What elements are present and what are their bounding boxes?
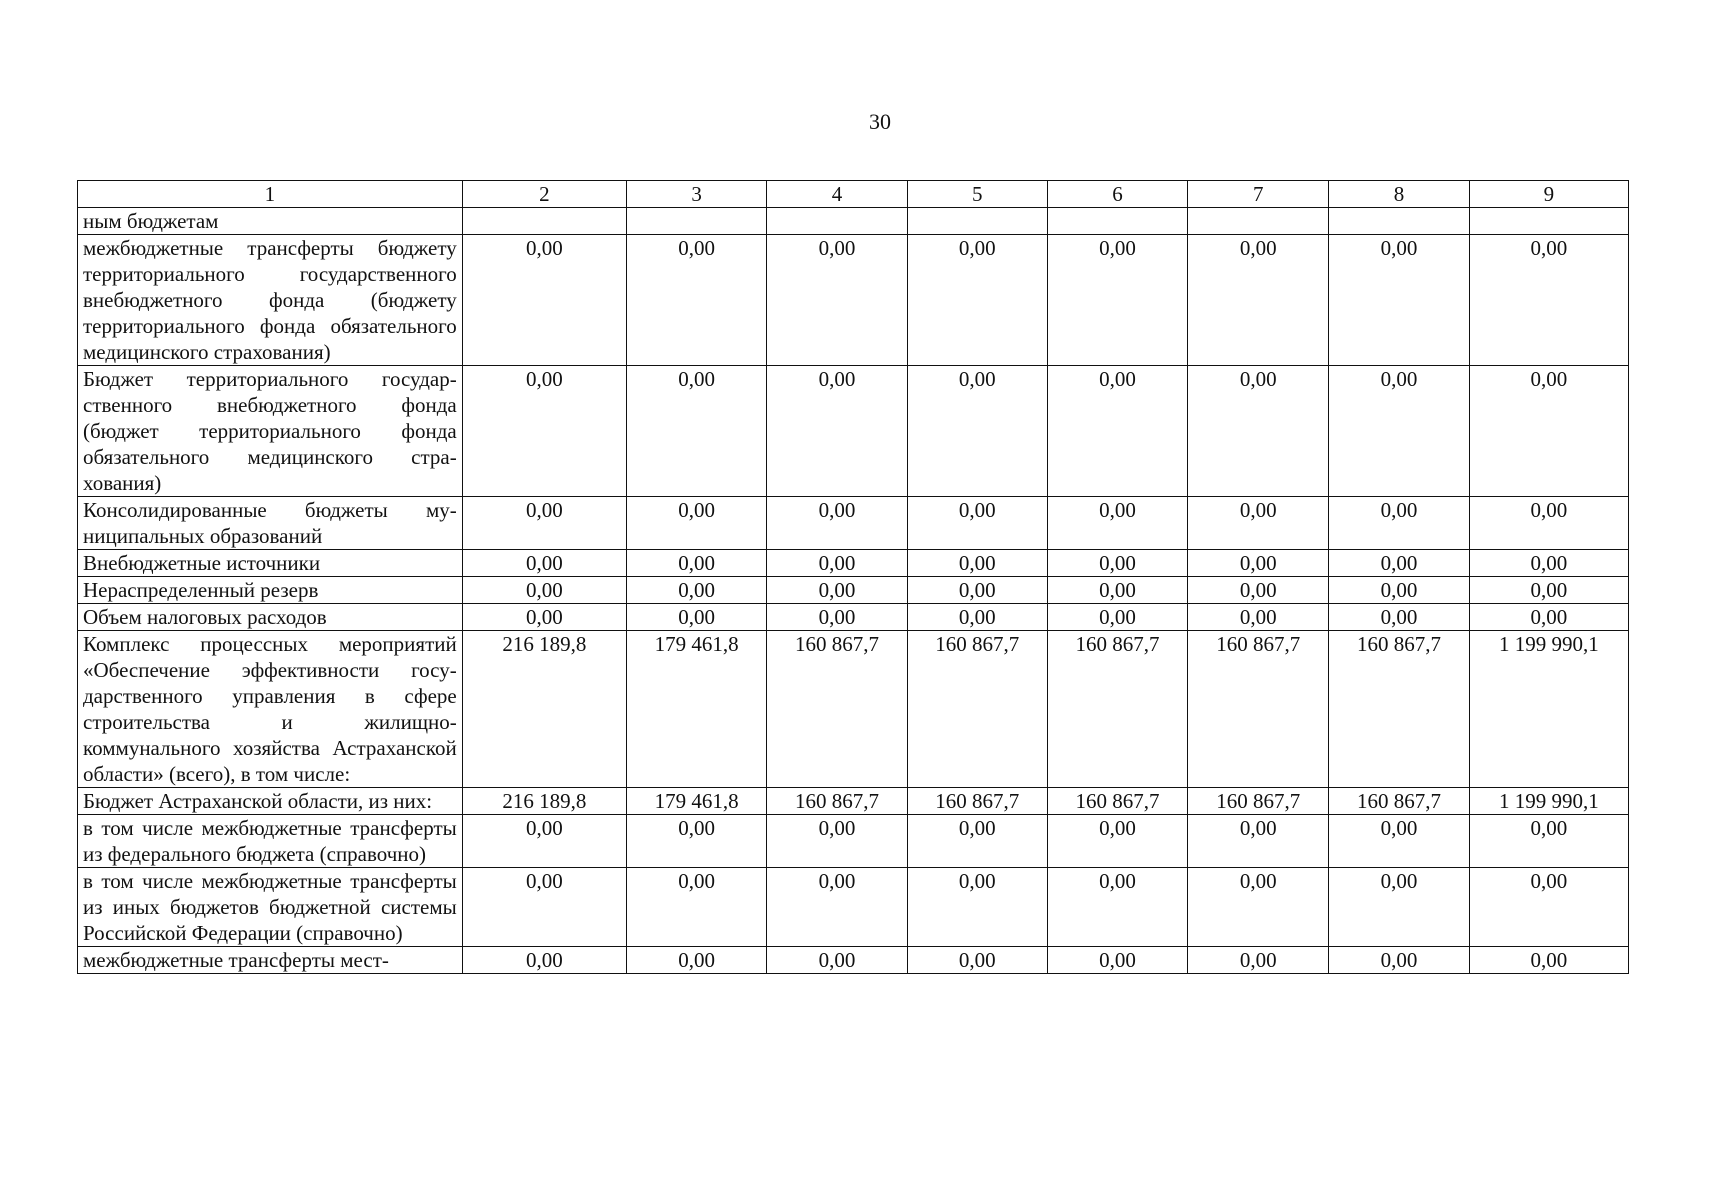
row-value: 0,00	[627, 577, 767, 604]
row-value	[1469, 208, 1628, 235]
row-value: 0,00	[1329, 497, 1469, 550]
row-value: 0,00	[1047, 815, 1187, 868]
budget-table	[77, 180, 1629, 974]
table-row	[78, 208, 1629, 235]
row-value: 0,00	[767, 550, 907, 577]
row-value: 0,00	[1188, 235, 1329, 366]
row-value: 0,00	[462, 497, 626, 550]
row-value: 0,00	[1329, 604, 1469, 631]
row-value: 0,00	[767, 868, 907, 947]
row-value: 0,00	[1047, 550, 1187, 577]
row-value: 0,00	[1188, 366, 1329, 497]
row-value: 0,00	[627, 497, 767, 550]
table-row	[78, 788, 1629, 815]
row-value	[462, 208, 626, 235]
row-value	[627, 208, 767, 235]
column-header: 8	[1329, 181, 1469, 208]
row-value: 0,00	[1329, 235, 1469, 366]
row-value: 0,00	[1188, 868, 1329, 947]
row-value: 160 867,7	[907, 631, 1047, 788]
row-value	[907, 208, 1047, 235]
row-value	[1188, 208, 1329, 235]
row-value: 0,00	[1188, 815, 1329, 868]
row-label: Бюджет территориального государственного внебюджетного фонда (бюджет территориального фонда обязательного медицинского страхования)	[78, 366, 463, 497]
table-row	[78, 604, 1629, 631]
row-value: 0,00	[1469, 577, 1628, 604]
row-value: 0,00	[1329, 550, 1469, 577]
row-value: 0,00	[462, 366, 626, 497]
row-label: Объем налоговых расходов	[78, 604, 463, 631]
row-value: 0,00	[1329, 815, 1469, 868]
table-row	[78, 631, 1629, 788]
row-value: 0,00	[462, 947, 626, 974]
row-value: 0,00	[1329, 947, 1469, 974]
column-header: 2	[462, 181, 626, 208]
column-header: 5	[907, 181, 1047, 208]
row-value: 0,00	[1047, 366, 1187, 497]
row-value: 0,00	[907, 366, 1047, 497]
row-value: 0,00	[1469, 868, 1628, 947]
row-value: 0,00	[767, 604, 907, 631]
table-row	[78, 366, 1629, 497]
row-value: 0,00	[767, 235, 907, 366]
row-value: 0,00	[1469, 947, 1628, 974]
row-value: 1 199 990,1	[1469, 631, 1628, 788]
row-value: 0,00	[907, 235, 1047, 366]
row-value: 0,00	[1047, 868, 1187, 947]
row-value: 160 867,7	[907, 788, 1047, 815]
row-value: 0,00	[462, 577, 626, 604]
row-value: 160 867,7	[1188, 631, 1329, 788]
row-value: 160 867,7	[1047, 631, 1187, 788]
column-header: 6	[1047, 181, 1187, 208]
row-value: 0,00	[1047, 577, 1187, 604]
row-value: 0,00	[1469, 235, 1628, 366]
row-value: 0,00	[767, 497, 907, 550]
row-value: 179 461,8	[627, 631, 767, 788]
row-value: 0,00	[627, 868, 767, 947]
column-header: 7	[1188, 181, 1329, 208]
row-value: 160 867,7	[767, 631, 907, 788]
row-label: Консолидированные бюджеты муниципальных образований	[78, 497, 463, 550]
table-row	[78, 815, 1629, 868]
row-value: 160 867,7	[1329, 788, 1469, 815]
column-header: 4	[767, 181, 907, 208]
row-value: 0,00	[1469, 604, 1628, 631]
row-value: 0,00	[767, 366, 907, 497]
row-value: 0,00	[1329, 577, 1469, 604]
table-row	[78, 577, 1629, 604]
row-value: 0,00	[627, 235, 767, 366]
row-value: 0,00	[1329, 366, 1469, 497]
row-value: 0,00	[1188, 604, 1329, 631]
row-value: 0,00	[907, 604, 1047, 631]
row-value: 0,00	[1329, 868, 1469, 947]
row-label: межбюджетные трансферты мест-	[78, 947, 463, 974]
row-value: 0,00	[627, 550, 767, 577]
table-row	[78, 550, 1629, 577]
row-value: 0,00	[627, 604, 767, 631]
row-value: 0,00	[767, 815, 907, 868]
row-value: 0,00	[1047, 497, 1187, 550]
row-value: 0,00	[1469, 497, 1628, 550]
row-label: Нераспределенный резерв	[78, 577, 463, 604]
row-value: 0,00	[627, 366, 767, 497]
row-value	[767, 208, 907, 235]
row-value: 1 199 990,1	[1469, 788, 1628, 815]
row-value	[1329, 208, 1469, 235]
row-value: 0,00	[907, 815, 1047, 868]
column-header: 3	[627, 181, 767, 208]
row-value: 160 867,7	[1329, 631, 1469, 788]
row-label: Внебюджетные источники	[78, 550, 463, 577]
row-value: 0,00	[767, 577, 907, 604]
row-value: 179 461,8	[627, 788, 767, 815]
row-value: 0,00	[627, 815, 767, 868]
row-value: 0,00	[462, 235, 626, 366]
row-label: в том числе межбюджетные трансферты из иных бюджетов бюджетной системы Российской Федерации (справочно)	[78, 868, 463, 947]
row-label: в том числе межбюджетные трансферты из федерального бюджета (справочно)	[78, 815, 463, 868]
row-value: 0,00	[462, 604, 626, 631]
row-value: 160 867,7	[1047, 788, 1187, 815]
table-row	[78, 235, 1629, 366]
row-value: 0,00	[1469, 550, 1628, 577]
page-number: 30	[869, 109, 891, 134]
row-value: 160 867,7	[767, 788, 907, 815]
row-value: 0,00	[1188, 947, 1329, 974]
row-value: 0,00	[1188, 497, 1329, 550]
row-value: 0,00	[462, 550, 626, 577]
row-value: 0,00	[1047, 947, 1187, 974]
row-value: 0,00	[1469, 366, 1628, 497]
row-value: 0,00	[767, 947, 907, 974]
row-value: 0,00	[907, 577, 1047, 604]
row-label: Бюджет Астраханской области, из них:	[78, 788, 463, 815]
column-header: 9	[1469, 181, 1628, 208]
row-value: 160 867,7	[1188, 788, 1329, 815]
row-label: ным бюджетам	[78, 208, 463, 235]
table-row	[78, 497, 1629, 550]
row-value: 216 189,8	[462, 788, 626, 815]
row-value: 0,00	[462, 868, 626, 947]
row-value: 0,00	[1047, 604, 1187, 631]
row-value: 0,00	[462, 815, 626, 868]
table-row	[78, 868, 1629, 947]
row-value: 0,00	[1188, 550, 1329, 577]
row-label: Комплекс процессных мероприятий «Обеспечение эффективности государственного управления в сфере строительства и жилищно-коммунального хозяйства Астраханской области» (всего), в том числе:	[78, 631, 463, 788]
row-value: 216 189,8	[462, 631, 626, 788]
column-header: 1	[78, 181, 463, 208]
row-value: 0,00	[907, 497, 1047, 550]
row-value: 0,00	[907, 550, 1047, 577]
row-value: 0,00	[907, 868, 1047, 947]
row-value	[1047, 208, 1187, 235]
row-label: межбюджетные трансферты бюджету территориального государственного внебюджетного фонда (бюджету территориального фонда обязательного медицинского страхования)	[78, 235, 463, 366]
table-header-row	[78, 181, 1629, 208]
row-value: 0,00	[1188, 577, 1329, 604]
row-value: 0,00	[907, 947, 1047, 974]
table-row	[78, 947, 1629, 974]
row-value: 0,00	[627, 947, 767, 974]
row-value: 0,00	[1047, 235, 1187, 366]
row-value: 0,00	[1469, 815, 1628, 868]
